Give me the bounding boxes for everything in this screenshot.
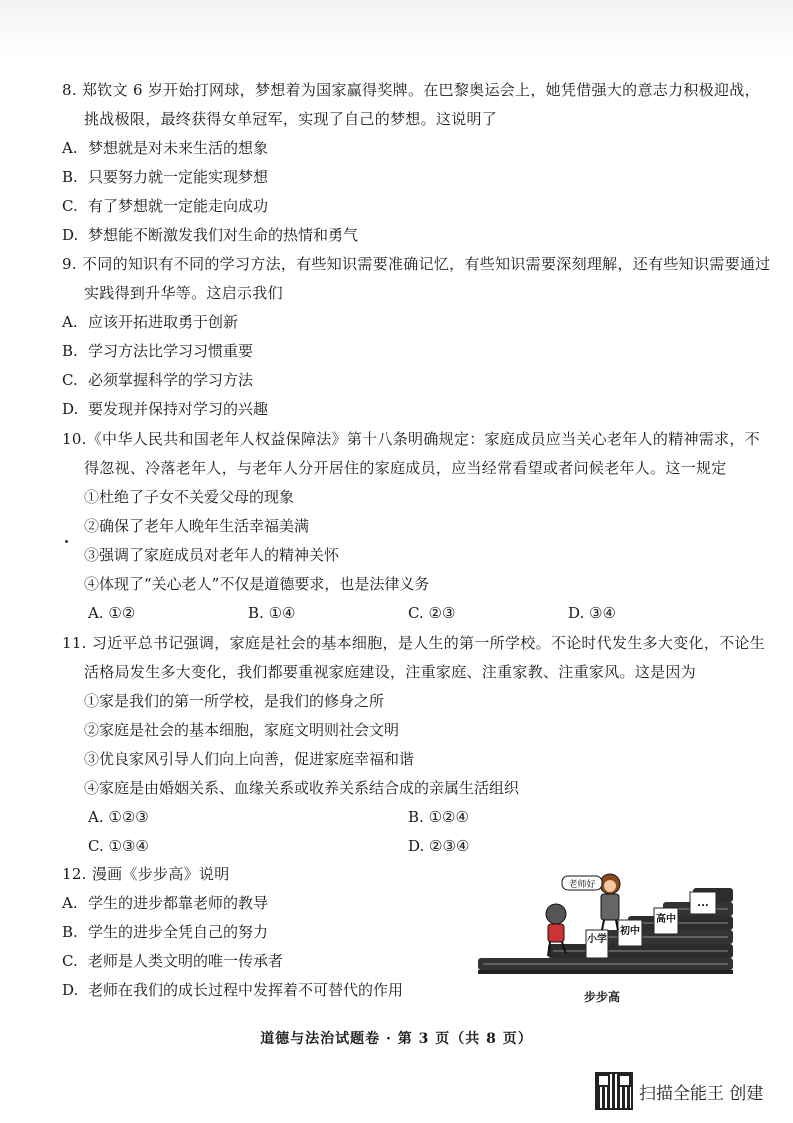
question-10-statement-2: ②确保了老年人晚年生活幸福美满 bbox=[84, 517, 310, 535]
question-8-option-c: C. 有了梦想就一定能走向成功 bbox=[62, 197, 269, 215]
question-10-statement-4: ④体现了“关心老人”不仅是道德要求，也是法律义务 bbox=[84, 575, 430, 593]
comic-ground bbox=[478, 970, 733, 974]
comic-caption: 步步高 bbox=[584, 990, 621, 1004]
question-11-option-a: A. ①②③ bbox=[88, 808, 149, 826]
question-11-statement-1: ①家是我们的第一所学校，是我们的修身之所 bbox=[84, 692, 385, 710]
comic-step-label-3: 高中 bbox=[656, 914, 676, 925]
question-8 bbox=[62, 76, 771, 250]
scan-shade bbox=[0, 0, 793, 60]
question-10 bbox=[62, 425, 771, 628]
question-10-options bbox=[62, 599, 771, 628]
question-11-statement-4: ④家庭是由婚姻关系、血缘关系或收养关系结合成的亲属生活组织 bbox=[84, 779, 520, 797]
question-11-options-row-2 bbox=[62, 832, 771, 861]
question-10-option-d: D. ③④ bbox=[568, 604, 616, 622]
question-10-option-a: A. ①② bbox=[88, 604, 136, 622]
question-9-option-b: B. 学习方法比学习习惯重要 bbox=[62, 342, 254, 360]
question-10-statement-1: ①杜绝了子女不关爱父母的现象 bbox=[84, 488, 295, 506]
question-10-option-c: C. ②③ bbox=[408, 604, 456, 622]
question-8-option-b: B. 只要努力就一定能实现梦想 bbox=[62, 168, 269, 186]
scanner-watermark bbox=[595, 1072, 763, 1110]
question-11-stem: 11. 习近平总书记强调，家庭是社会的基本细胞，是人生的第一所学校。不论时代发生多大变化，不论生活格局发生多大变化，我们都要重视家庭建设，注重家庭、注重家教、注重家风。这是因为 bbox=[62, 634, 766, 681]
comic-speech-bubble bbox=[562, 876, 602, 890]
question-12 bbox=[62, 860, 473, 1005]
question-9-stem: 9. 不同的知识有不同的学习方法，有些知识需要准确记忆，有些知识需要深刻理解，还有些知识需要通过实践得到升华等。这启示我们 bbox=[62, 255, 771, 302]
comic-teacher bbox=[600, 874, 620, 930]
question-9-option-a: A. 应该开拓进取勇于创新 bbox=[62, 313, 239, 331]
comic-step-label-2: 初中 bbox=[620, 926, 640, 937]
comic-step-by-step bbox=[478, 870, 733, 985]
question-8-option-d: D. 梦想能不断激发我们对生命的热情和勇气 bbox=[62, 226, 359, 244]
comic-step-label-4: ... bbox=[697, 898, 709, 909]
question-12-option-a: A. 学生的进步都靠老师的教导 bbox=[62, 894, 269, 912]
question-10-option-b: B. ①④ bbox=[248, 604, 296, 622]
comic-step-label-1: 小学 bbox=[587, 934, 607, 945]
question-12-option-d: D. 老师在我们的成长过程中发挥着不可替代的作用 bbox=[62, 981, 404, 999]
scanner-watermark-text: 扫描全能王 创建 bbox=[639, 1083, 764, 1104]
question-9 bbox=[62, 250, 771, 424]
scan-speck bbox=[65, 540, 68, 543]
question-11-option-d: D. ②③④ bbox=[408, 837, 470, 855]
question-10-statement-3: ③强调了家庭成员对老年人的精神关怀 bbox=[84, 546, 340, 564]
question-9-option-c: C. 必须掌握科学的学习方法 bbox=[62, 371, 254, 389]
qr-code-icon bbox=[595, 1072, 633, 1110]
question-12-stem: 12. 漫画《步步高》说明 bbox=[62, 865, 230, 883]
question-12-option-b: B. 学生的进步全凭自己的努力 bbox=[62, 923, 269, 941]
question-8-option-a: A. 梦想就是对未来生活的想象 bbox=[62, 139, 269, 157]
question-11-options-row-1 bbox=[62, 803, 771, 832]
svg-text:老师好: 老师好 bbox=[568, 880, 596, 890]
question-11-option-b: B. ①②④ bbox=[408, 808, 469, 826]
question-11 bbox=[62, 629, 771, 861]
question-11-statement-2: ②家庭是社会的基本细胞，家庭文明则社会文明 bbox=[84, 721, 400, 739]
question-12-option-c: C. 老师是人类文明的唯一传承者 bbox=[62, 952, 284, 970]
question-11-statement-3: ③优良家风引导人们向上向善，促进家庭幸福和谐 bbox=[84, 750, 415, 768]
question-8-stem: 8. 郑钦文 6 岁开始打网球，梦想着为国家赢得奖牌。在巴黎奥运会上，她凭借强大的意志力积极迎战，挑战极限，最终获得女单冠军，实现了自己的梦想。这说明了 bbox=[62, 81, 760, 128]
question-10-stem: 10.《中华人民共和国老年人权益保障法》第十八条明确规定：家庭成员应当关心老年人的精神需求，不得忽视、冷落老年人，与老年人分开居住的家庭成员，应当经常看望或者问候老年人。这一规定 bbox=[62, 430, 760, 477]
page-footer: 道德与法治试题卷 · 第 3 页（共 8 页） bbox=[260, 1031, 533, 1047]
question-11-option-c: C. ①③④ bbox=[88, 837, 149, 855]
question-9-option-d: D. 要发现并保持对学习的兴趣 bbox=[62, 400, 269, 418]
